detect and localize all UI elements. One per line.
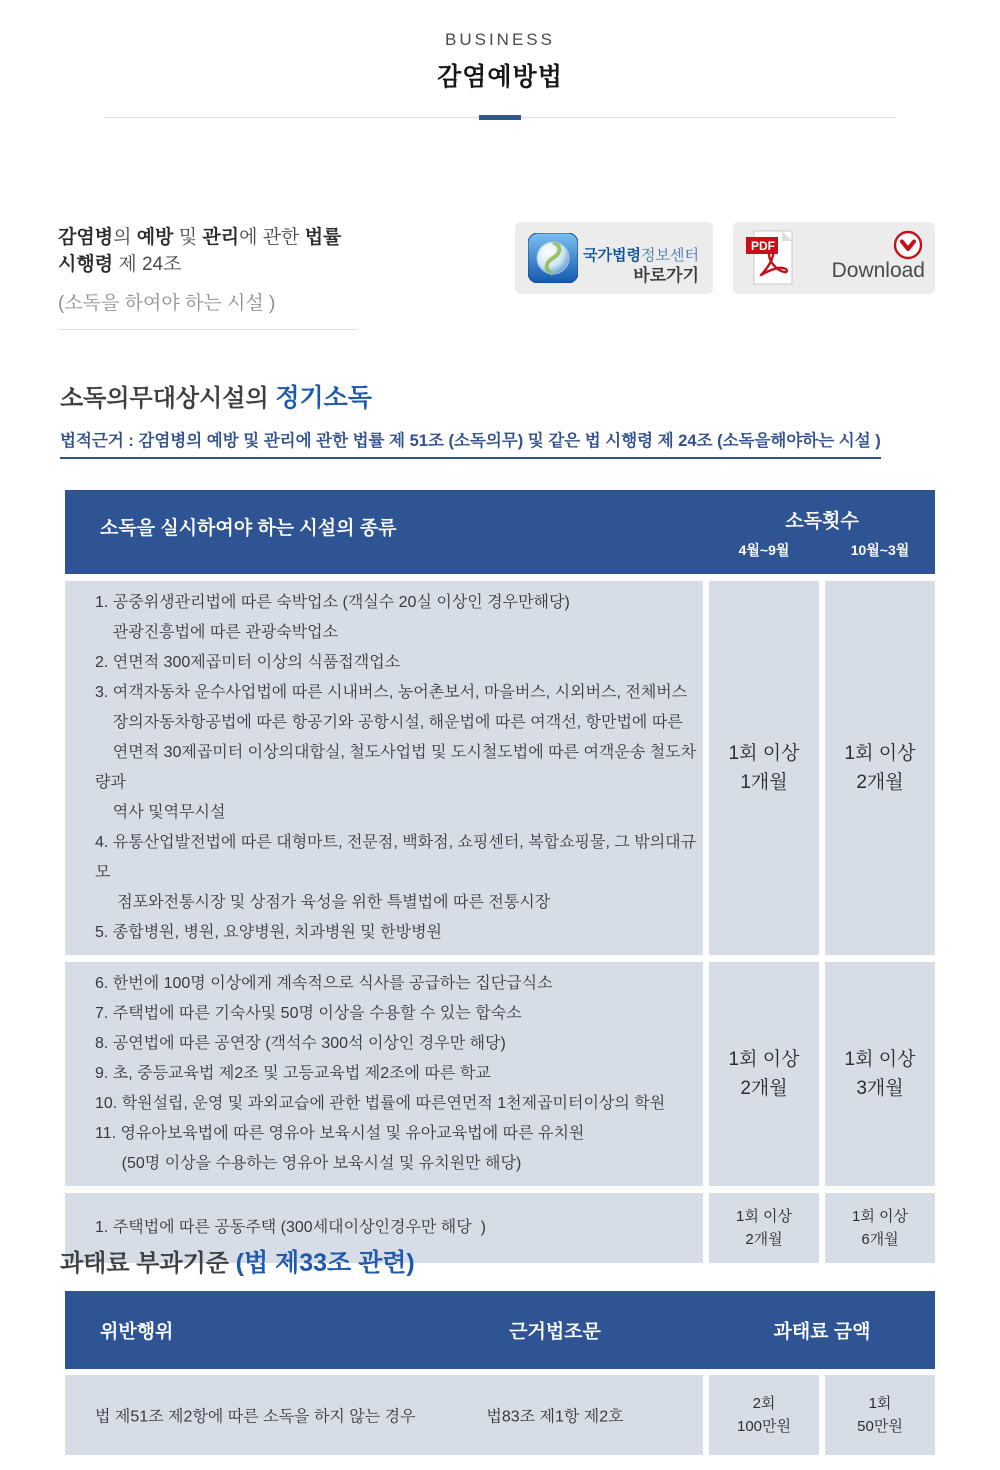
frequency-period-headers bbox=[709, 540, 935, 560]
frequency-cell-apr-sep bbox=[709, 581, 819, 955]
frequency-line: 1개월 bbox=[740, 772, 788, 793]
facility-line: 3. 여객자동차 운수사업법에 따른 시내버스, 농어촌보서, 마을버스, 시외버스, 전체버스 bbox=[95, 684, 688, 701]
fine-row-main-cell bbox=[65, 1375, 703, 1455]
globe-app-icon bbox=[528, 233, 578, 288]
frequency-cell-apr-sep bbox=[709, 1193, 819, 1263]
frequency-line: 1회 이상 bbox=[728, 1049, 800, 1070]
text-segment: 국가법령 bbox=[583, 247, 642, 264]
fine-line: 2회 bbox=[752, 1395, 776, 1412]
frequency-line: 2개월 bbox=[745, 1231, 783, 1248]
facility-table-row bbox=[65, 581, 935, 955]
text-segment: 및 bbox=[173, 227, 203, 248]
fine-line: 1회 bbox=[868, 1395, 892, 1412]
law-reference-sub: (소독을 하여야 하는 시설 ) bbox=[58, 293, 276, 314]
facility-line: 점포와전통시장 및 상점가 육성을 위한 특별법에 따른 전통시장 bbox=[95, 894, 551, 911]
fine-section-title bbox=[60, 1243, 415, 1279]
download-button-label: Download bbox=[831, 259, 925, 282]
facility-line: 장의자동차항공법에 따른 항공기와 공항시설, 해운법에 따른 여객선, 항만법에 따른 bbox=[95, 714, 683, 731]
page-header bbox=[0, 0, 1000, 118]
facility-line: 5. 종합병원, 병원, 요양병원, 치과병원 및 한방병원 bbox=[95, 924, 443, 941]
disinfection-title-accent: 정기소독 bbox=[275, 384, 372, 412]
page-title: 감염예방법 bbox=[437, 63, 563, 91]
fine-title-accent: (법 제33조 관련) bbox=[235, 1249, 415, 1277]
fine-amount-column-header: 과태료 금액 bbox=[773, 1321, 871, 1343]
law-center-button-title bbox=[583, 246, 699, 265]
facility-line: 9. 초, 중등교육법 제2조 및 고등교육법 제2조에 따른 학교 bbox=[95, 1065, 491, 1082]
fine-table-row bbox=[65, 1375, 935, 1455]
text-segment: 법률 시행령 bbox=[58, 227, 342, 275]
text-segment: 제 24조 bbox=[113, 254, 182, 275]
frequency-line: 3개월 bbox=[856, 1078, 904, 1099]
facility-table-row bbox=[65, 962, 935, 1186]
frequency-column-header-group bbox=[709, 490, 935, 574]
fine-title-prefix: 과태료 부과기준 bbox=[60, 1250, 236, 1277]
frequency-line: 1회 이상 bbox=[852, 1208, 908, 1225]
fine-line: 50만원 bbox=[857, 1418, 903, 1435]
law-center-link-button[interactable] bbox=[515, 222, 713, 294]
disinfection-table-header bbox=[65, 490, 935, 574]
frequency-column-header: 소독횟수 bbox=[785, 511, 859, 532]
facility-line: (50명 이상을 수용하는 영유아 보육시설 및 유치원만 해당) bbox=[95, 1155, 522, 1172]
legal-basis-cell: 법83조 제1항 제2호 bbox=[486, 1408, 624, 1426]
facility-line: 6. 한번에 100명 이상에게 계속적으로 식사를 공급하는 집단급식소 bbox=[95, 975, 553, 992]
disinfection-table bbox=[65, 490, 935, 1263]
frequency-line: 6개월 bbox=[861, 1231, 899, 1248]
facilities-column-header: 소독을 실시하여야 하는 시설의 종류 bbox=[100, 518, 397, 539]
frequency-cell-apr-sep bbox=[709, 962, 819, 1186]
header-divider bbox=[105, 117, 895, 118]
fine-amount-cell-first bbox=[825, 1375, 935, 1455]
facility-line: 8. 공연법에 따른 공연장 (객석수 300석 이상인 경우만 해당) bbox=[95, 1035, 506, 1052]
frequency-line: 1회 이상 bbox=[728, 743, 800, 764]
law-center-button-subtitle: 바로가기 bbox=[633, 266, 699, 285]
period-header-oct-mar: 10월~3월 bbox=[850, 542, 910, 558]
header-divider-accent bbox=[479, 115, 521, 120]
fine-table bbox=[65, 1291, 935, 1455]
fine-table-header bbox=[65, 1291, 935, 1369]
intro-section bbox=[58, 222, 935, 330]
text-segment: 관리 bbox=[202, 227, 240, 248]
disinfection-table-body bbox=[65, 581, 935, 1263]
facility-line: 11. 영유아보육법에 따른 영유아 보육시설 및 유아교육법에 따른 유치원 bbox=[95, 1125, 585, 1142]
facility-line: 10. 학원설립, 운영 및 과외교습에 관한 법률에 따른연먼적 1천제곱미터이상의 학원 bbox=[95, 1095, 666, 1112]
facility-line: 역사 및역무시설 bbox=[95, 804, 226, 821]
facility-line: 7. 주택법에 따른 기숙사및 50명 이상을 수용할 수 있는 합숙소 bbox=[95, 1005, 522, 1022]
frequency-line: 2개월 bbox=[856, 772, 904, 793]
violation-cell: 법 제51조 제2항에 따른 소독을 하지 않는 경우 bbox=[95, 1408, 416, 1426]
frequency-cell-oct-mar bbox=[825, 1193, 935, 1263]
facility-list-cell bbox=[65, 581, 703, 955]
facility-line: 2. 연면적 300제곱미터 이상의 식품접객업소 bbox=[95, 654, 401, 671]
period-header-apr-sep: 4월~9월 bbox=[738, 542, 790, 558]
text-segment: 감염병 bbox=[58, 227, 114, 248]
text-segment: 정보센터 bbox=[641, 247, 699, 264]
disinfection-title-prefix: 소독의무대상시설의 bbox=[60, 385, 276, 412]
facility-line: 연면적 30제곱미터 이상의대합실, 철도사업법 및 도시철도법에 따른 여객운송 철도차량과 bbox=[95, 744, 697, 791]
law-reference-line bbox=[58, 222, 358, 276]
frequency-line: 1회 이상 bbox=[844, 743, 916, 764]
frequency-line: 1회 이상 bbox=[736, 1208, 792, 1225]
disinfection-section-title bbox=[60, 378, 372, 414]
fine-line: 100만원 bbox=[736, 1418, 791, 1435]
facility-line: 4. 유통산업발전법에 따른 대형마트, 전문점, 백화점, 쇼핑센터, 복합쇼핑물, 그 밖의대규모 bbox=[95, 834, 697, 881]
pdf-badge-text: PDF bbox=[751, 239, 775, 253]
pdf-download-button[interactable] bbox=[733, 222, 935, 294]
text-segment: 예방 bbox=[136, 227, 174, 248]
facility-list-cell bbox=[65, 962, 703, 1186]
fine-amount-cell-second bbox=[709, 1375, 819, 1455]
intro-buttons bbox=[515, 222, 935, 330]
facility-line: 관광진흥법에 따른 관광숙박업소 bbox=[95, 624, 339, 641]
pdf-file-icon bbox=[745, 229, 795, 292]
frequency-line: 1회 이상 bbox=[844, 1049, 916, 1070]
legal-basis-text: 법적근거 : 감염병의 예방 및 관리에 관한 법률 제 51조 (소독의무) 및 같은 법 시행령 제 24조 (소독을해야하는 시설 ) bbox=[60, 427, 881, 459]
law-reference-block bbox=[58, 222, 358, 330]
law-center-button-text bbox=[583, 246, 699, 287]
frequency-line: 2개월 bbox=[740, 1078, 788, 1099]
frequency-cell-oct-mar bbox=[825, 962, 935, 1186]
text-segment: 에 관한 bbox=[239, 227, 305, 248]
legal-basis-column-header: 근거법조문 bbox=[509, 1321, 601, 1343]
facility-line: 1. 주택법에 따른 공동주택 (300세대이상인경우만 해당 ) bbox=[95, 1219, 486, 1236]
frequency-cell-oct-mar bbox=[825, 581, 935, 955]
facility-line: 1. 공중위생관리법에 따른 숙박업소 (객실수 20실 이상인 경우만해당) bbox=[95, 594, 570, 611]
header-eyebrow: BUSINESS bbox=[445, 30, 555, 49]
text-segment: 의 bbox=[113, 227, 137, 248]
violation-column-header: 위반행위 bbox=[100, 1321, 174, 1343]
